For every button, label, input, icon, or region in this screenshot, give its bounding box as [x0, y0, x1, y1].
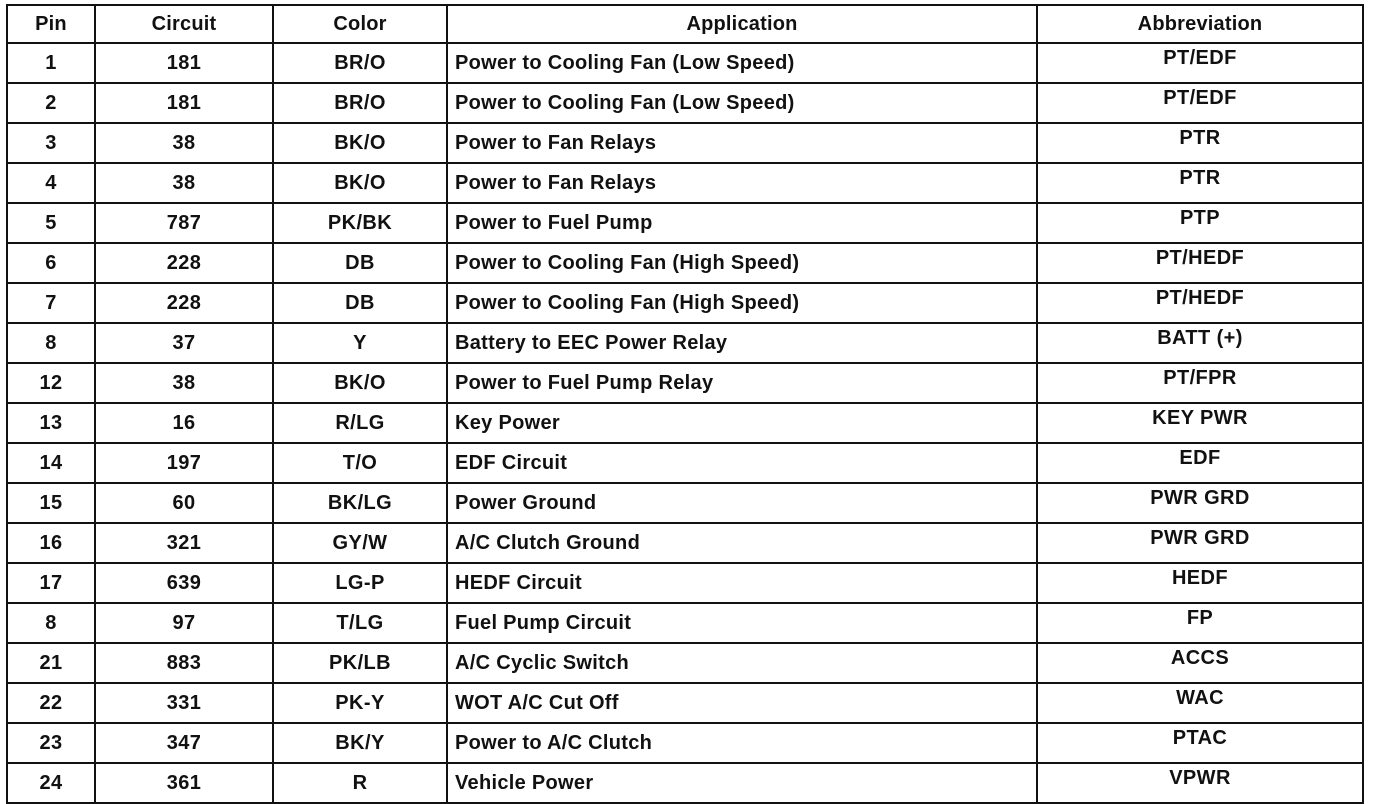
color-cell: BK/Y — [273, 723, 447, 763]
abbreviation-cell: PWR GRD — [1037, 483, 1363, 523]
color-cell: PK/LB — [273, 643, 447, 683]
color-cell: BK/LG — [273, 483, 447, 523]
application-cell: Power to Fuel Pump — [447, 203, 1037, 243]
circuit-cell: 181 — [95, 83, 273, 123]
abbreviation-cell: FP — [1037, 603, 1363, 643]
pin-cell: 5 — [7, 203, 95, 243]
pin-cell: 13 — [7, 403, 95, 443]
abbreviation-cell: EDF — [1037, 443, 1363, 483]
pin-cell: 14 — [7, 443, 95, 483]
table-row — [7, 243, 1363, 283]
application-cell: Power Ground — [447, 483, 1037, 523]
color-cell: DB — [273, 283, 447, 323]
circuit-cell: 16 — [95, 403, 273, 443]
header-abbreviation: Abbreviation — [1037, 5, 1363, 43]
application-cell: Power to Fuel Pump Relay — [447, 363, 1037, 403]
header-color: Color — [273, 5, 447, 43]
circuit-cell: 639 — [95, 563, 273, 603]
pin-cell: 22 — [7, 683, 95, 723]
table-header — [7, 5, 1363, 43]
application-cell: WOT A/C Cut Off — [447, 683, 1037, 723]
color-cell: PK-Y — [273, 683, 447, 723]
abbreviation-cell: PT/EDF — [1037, 83, 1363, 123]
table-row — [7, 563, 1363, 603]
application-cell: Power to Fan Relays — [447, 123, 1037, 163]
circuit-cell: 97 — [95, 603, 273, 643]
color-cell: BK/O — [273, 363, 447, 403]
abbreviation-cell: PT/HEDF — [1037, 243, 1363, 283]
header-application: Application — [447, 5, 1037, 43]
abbreviation-cell: KEY PWR — [1037, 403, 1363, 443]
application-cell: Power to Fan Relays — [447, 163, 1037, 203]
application-cell: Key Power — [447, 403, 1037, 443]
color-cell: R/LG — [273, 403, 447, 443]
circuit-cell: 361 — [95, 763, 273, 803]
color-cell: R — [273, 763, 447, 803]
pin-cell: 6 — [7, 243, 95, 283]
table-row — [7, 763, 1363, 803]
header-row — [7, 5, 1363, 43]
color-cell: Y — [273, 323, 447, 363]
abbreviation-cell: PTP — [1037, 203, 1363, 243]
table-row — [7, 603, 1363, 643]
color-cell: T/LG — [273, 603, 447, 643]
table-row — [7, 43, 1363, 83]
application-cell: HEDF Circuit — [447, 563, 1037, 603]
circuit-cell: 60 — [95, 483, 273, 523]
pin-cell: 23 — [7, 723, 95, 763]
abbreviation-cell: PTR — [1037, 163, 1363, 203]
table-row — [7, 683, 1363, 723]
abbreviation-cell: PT/EDF — [1037, 43, 1363, 83]
circuit-cell: 228 — [95, 283, 273, 323]
color-cell: LG-P — [273, 563, 447, 603]
abbreviation-cell: PWR GRD — [1037, 523, 1363, 563]
table-row — [7, 83, 1363, 123]
table-body — [7, 43, 1363, 803]
application-cell: Fuel Pump Circuit — [447, 603, 1037, 643]
abbreviation-cell: PT/HEDF — [1037, 283, 1363, 323]
circuit-cell: 37 — [95, 323, 273, 363]
table-row — [7, 643, 1363, 683]
color-cell: GY/W — [273, 523, 447, 563]
table-row — [7, 483, 1363, 523]
application-cell: Power to Cooling Fan (High Speed) — [447, 283, 1037, 323]
header-circuit: Circuit — [95, 5, 273, 43]
table-row — [7, 443, 1363, 483]
application-cell: EDF Circuit — [447, 443, 1037, 483]
table-row — [7, 123, 1363, 163]
application-cell: A/C Clutch Ground — [447, 523, 1037, 563]
abbreviation-cell: VPWR — [1037, 763, 1363, 803]
pin-cell: 8 — [7, 323, 95, 363]
color-cell: PK/BK — [273, 203, 447, 243]
color-cell: BR/O — [273, 83, 447, 123]
circuit-cell: 38 — [95, 163, 273, 203]
abbreviation-cell: PT/FPR — [1037, 363, 1363, 403]
circuit-cell: 197 — [95, 443, 273, 483]
abbreviation-cell: PTR — [1037, 123, 1363, 163]
table-row — [7, 163, 1363, 203]
circuit-cell: 787 — [95, 203, 273, 243]
table-row — [7, 363, 1363, 403]
pin-cell: 12 — [7, 363, 95, 403]
application-cell: Power to Cooling Fan (High Speed) — [447, 243, 1037, 283]
color-cell: BK/O — [273, 163, 447, 203]
circuit-cell: 228 — [95, 243, 273, 283]
table-row — [7, 323, 1363, 363]
application-cell: Vehicle Power — [447, 763, 1037, 803]
pinout-table — [6, 4, 1364, 804]
table-row — [7, 523, 1363, 563]
header-pin: Pin — [7, 5, 95, 43]
application-cell: Power to Cooling Fan (Low Speed) — [447, 83, 1037, 123]
circuit-cell: 321 — [95, 523, 273, 563]
color-cell: T/O — [273, 443, 447, 483]
abbreviation-cell: PTAC — [1037, 723, 1363, 763]
table-row — [7, 203, 1363, 243]
circuit-cell: 38 — [95, 123, 273, 163]
pin-cell: 3 — [7, 123, 95, 163]
pin-cell: 15 — [7, 483, 95, 523]
table-row — [7, 403, 1363, 443]
abbreviation-cell: BATT (+) — [1037, 323, 1363, 363]
pin-cell: 24 — [7, 763, 95, 803]
color-cell: BR/O — [273, 43, 447, 83]
application-cell: A/C Cyclic Switch — [447, 643, 1037, 683]
table-row — [7, 283, 1363, 323]
circuit-cell: 347 — [95, 723, 273, 763]
application-cell: Power to A/C Clutch — [447, 723, 1037, 763]
abbreviation-cell: WAC — [1037, 683, 1363, 723]
color-cell: DB — [273, 243, 447, 283]
circuit-cell: 181 — [95, 43, 273, 83]
circuit-cell: 331 — [95, 683, 273, 723]
circuit-cell: 38 — [95, 363, 273, 403]
circuit-cell: 883 — [95, 643, 273, 683]
pin-cell: 17 — [7, 563, 95, 603]
application-cell: Battery to EEC Power Relay — [447, 323, 1037, 363]
color-cell: BK/O — [273, 123, 447, 163]
pin-cell: 16 — [7, 523, 95, 563]
table-row — [7, 723, 1363, 763]
pin-cell: 8 — [7, 603, 95, 643]
pin-cell: 21 — [7, 643, 95, 683]
abbreviation-cell: HEDF — [1037, 563, 1363, 603]
pin-cell: 1 — [7, 43, 95, 83]
pin-cell: 2 — [7, 83, 95, 123]
application-cell: Power to Cooling Fan (Low Speed) — [447, 43, 1037, 83]
pin-cell: 4 — [7, 163, 95, 203]
pin-cell: 7 — [7, 283, 95, 323]
abbreviation-cell: ACCS — [1037, 643, 1363, 683]
